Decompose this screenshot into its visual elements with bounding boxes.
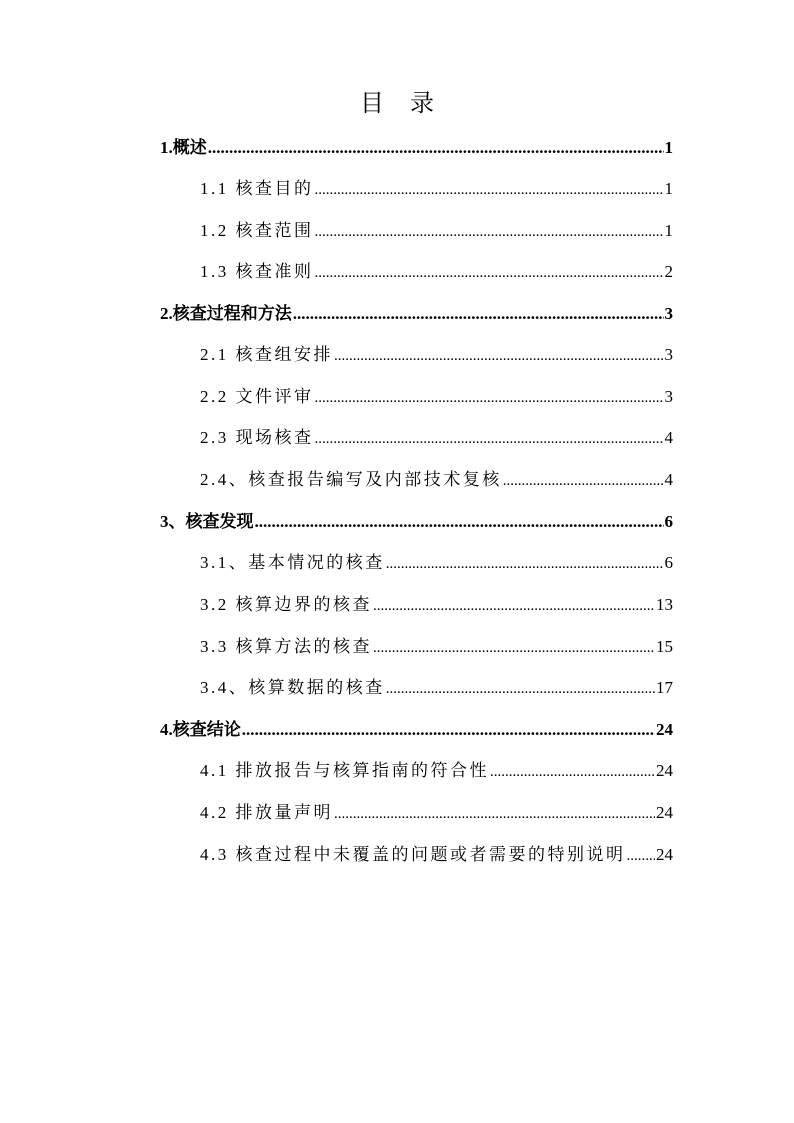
toc-entry-page: 3: [664, 387, 673, 406]
toc-entry-page: 24: [656, 845, 673, 864]
toc-entry-label: 4.1 排放报告与核算指南的符合性: [200, 761, 489, 780]
dot-leader: [315, 219, 664, 245]
toc-entry-label: 1.3 核查准则: [200, 262, 314, 281]
toc-entry[interactable]: [200, 758, 673, 784]
toc-entry[interactable]: [200, 842, 673, 868]
toc-entry-page: 3: [664, 345, 673, 364]
toc-entry-label: 3.1、基本情况的核查: [200, 553, 385, 572]
toc-entry[interactable]: [200, 425, 673, 451]
toc-entry[interactable]: [200, 342, 673, 368]
toc-entry[interactable]: [200, 592, 673, 618]
toc-entry-label: 2.核查过程和方法: [160, 304, 292, 323]
dot-leader: [293, 301, 664, 327]
toc-entry-page: 3: [664, 304, 673, 323]
dot-leader: [315, 260, 664, 286]
toc-entry-label: 4.3 核查过程中未覆盖的问题或者需要的特别说明: [200, 845, 626, 864]
toc-entry-label: 1.概述: [160, 138, 207, 157]
toc-entry-page: 4: [664, 470, 673, 489]
dot-leader: [386, 551, 664, 577]
toc-entry-label: 4.核查结论: [160, 720, 241, 739]
dot-leader: [255, 509, 664, 535]
toc-entry-page: 2: [664, 262, 673, 281]
toc-entry[interactable]: [200, 467, 673, 493]
toc-entry-page: 6: [664, 512, 673, 531]
toc-entry[interactable]: [200, 550, 673, 576]
dot-leader: [490, 759, 655, 785]
toc-entry[interactable]: [160, 717, 673, 743]
dot-leader: [315, 385, 664, 411]
toc-entry[interactable]: [200, 218, 673, 244]
dot-leader: [503, 468, 664, 494]
toc-entry-label: 4.2 排放量声明: [200, 803, 333, 822]
toc-entry-page: 24: [656, 720, 673, 739]
toc-entry-page: 17: [656, 678, 673, 697]
toc-entry-label: 3.4、核算数据的核查: [200, 678, 385, 697]
page-title: 目录: [360, 91, 460, 117]
dot-leader: [208, 135, 664, 161]
toc-entry-label: 2.2 文件评审: [200, 387, 314, 406]
toc-entry[interactable]: [200, 259, 673, 285]
toc-entry-label: 3.3 核算方法的核查: [200, 637, 372, 656]
toc-entry-page: 13: [656, 595, 673, 614]
toc-entry-page: 4: [664, 428, 673, 447]
toc-entry[interactable]: [160, 135, 673, 161]
toc-entry-label: 2.1 核查组安排: [200, 345, 333, 364]
toc-entry-page: 6: [664, 553, 673, 572]
toc-entry[interactable]: [200, 634, 673, 660]
toc-entry-page: 24: [656, 761, 673, 780]
toc-entry-page: 15: [656, 637, 673, 656]
toc-entry-label: 1.2 核查范围: [200, 221, 314, 240]
toc-entry[interactable]: [200, 800, 673, 826]
dot-leader: [242, 717, 655, 743]
toc-entry-label: 2.3 现场核查: [200, 428, 314, 447]
dot-leader: [315, 177, 664, 203]
dot-leader: [627, 843, 656, 869]
toc-entry-label: 2.4、核查报告编写及内部技术复核: [200, 470, 502, 489]
toc-entry-page: 1: [664, 179, 673, 198]
toc-entry[interactable]: [200, 176, 673, 202]
toc-entry-page: 1: [664, 138, 673, 157]
toc-entry[interactable]: [160, 301, 673, 327]
toc-entry-label: 3.2 核算边界的核查: [200, 595, 372, 614]
toc-entry[interactable]: [200, 675, 673, 701]
dot-leader: [373, 593, 655, 619]
dot-leader: [315, 426, 664, 452]
toc-entry-page: 24: [656, 803, 673, 822]
dot-leader: [386, 676, 655, 702]
toc-entry-label: 1.1 核查目的: [200, 179, 314, 198]
toc-entry-page: 1: [664, 221, 673, 240]
toc-entry[interactable]: [160, 509, 673, 535]
dot-leader: [334, 801, 655, 827]
dot-leader: [334, 343, 664, 369]
toc-entry-label: 3、核查发现: [160, 512, 254, 531]
dot-leader: [373, 635, 655, 661]
toc-entry[interactable]: [200, 384, 673, 410]
